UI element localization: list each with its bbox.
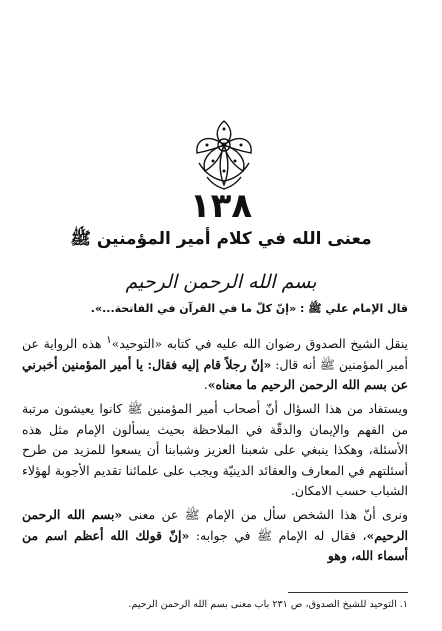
paragraph-3-intro: ونرى أنّ هذا الشخص سأل من الإمام ﷺ عن معنى xyxy=(122,507,408,523)
footnote: ١. التوحيد للشيخ الصدوق، ص ٢٣١ باب معنى بسم الله الرحمن الرحيم. xyxy=(128,599,408,610)
footnote-divider xyxy=(288,592,408,593)
floral-ornament-icon xyxy=(185,115,263,193)
paragraph-1-continuation: هذه الرواية عن أمير المؤمنين ﷺ أنه قال: xyxy=(22,336,408,372)
basmala-calligraphy: بسم الله الرحمن الرحيم xyxy=(125,271,317,293)
hadith-quote: «إنّ رجلاً قام إليه فقال: يا أمير المؤمنين أخبرني عن بسم الله الرحمن الرحيم ما معناه» xyxy=(22,356,408,392)
body-text xyxy=(22,330,408,571)
chapter-number: ١٣٨ xyxy=(189,186,253,226)
epigraph-quote: قال الإمام علي ﷺ : «إنّ كلّ ما في القرآن في الفاتحة...». xyxy=(90,302,408,315)
imam-answer-quote: «إنّ قولك الله أعظم اسم من أسماء الله، وهو xyxy=(22,527,408,564)
footnote-marker: ١ xyxy=(106,334,112,346)
basmala-quote: «بسم الله الرحمن الرحيم» xyxy=(22,507,408,543)
paragraph-1 xyxy=(22,330,408,395)
paragraph-1-intro: ينقل الشيخ الصدوق رضوان الله عليه في كتابه «التوحيد» xyxy=(111,336,409,352)
paragraph-2: ويستفاد من هذا السؤال أنّ أصحاب أمير المؤمنين ﷺ كانوا يعيشون مرتبة من الفهم والإيمان والدقّة في الملاحظة بحيث يسألون الإمام مثل هذه الأسئلة، وهكذا ينبغي على شعبنا العزيز وشبابنا أن يسعوا للمزيد من طرح أسئلتهم في المعارف والعقائد الدينيّة ويجب على علمائنا تقديم الأجوبة لهؤلاء الشباب حسب الامكان. xyxy=(22,401,408,498)
paragraph-1-end: . xyxy=(203,376,208,392)
chapter-title: معنى الله في كلام أمير المؤمنين ﷺ xyxy=(70,229,372,249)
paragraph-3 xyxy=(22,505,408,566)
paragraph-3-continuation: ، فقال له الإمام ﷺ في جوابه: xyxy=(189,527,367,543)
